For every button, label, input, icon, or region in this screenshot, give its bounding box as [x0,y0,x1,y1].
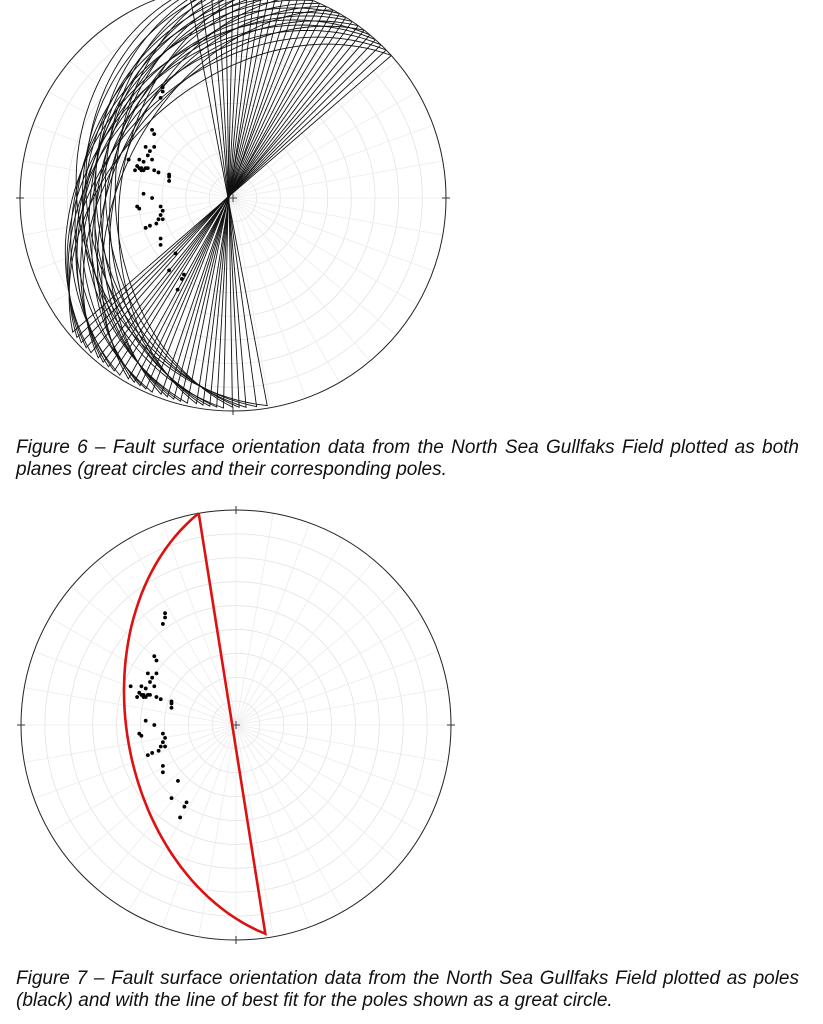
pole-point [146,166,150,170]
pole-point [178,816,182,820]
pole-point [148,224,152,228]
figure-7-caption: Figure 7 – Fault surface orientation data from the North Sea Gullfaks Field plotted as poles (black) and with the line of best fit for the poles shown as a great circle. [16,968,799,1011]
pole-point [155,672,159,676]
pole-point [185,801,189,805]
pole-point [150,751,154,755]
pole-point [180,277,184,281]
pole-point [127,158,131,162]
pole-point [161,85,165,89]
pole-point [154,222,158,226]
pole-point [144,226,148,230]
pole-point [183,805,187,809]
pole-point [152,132,156,136]
pole-point [163,745,167,749]
pole-point [144,719,148,723]
pole-point [161,209,165,213]
pole-point [167,269,171,273]
pole-point [146,753,150,757]
figure-6-caption: Figure 6 – Fault surface orientation data from the North Sea Gullfaks Field plotted as both planes (great circles and their corresponding poles. [16,437,799,480]
pole-point [150,196,154,200]
pole-point [157,171,161,175]
pole-point [140,684,144,688]
pole-point [170,796,174,800]
pole-point [155,695,159,699]
stereonet-figure-6 [0,0,460,420]
pole-point [140,168,144,172]
pole-point [161,90,165,94]
pole-point [163,736,167,740]
pole-point [161,622,165,626]
pole-point [161,732,165,736]
pole-point [135,164,139,168]
pole-point [146,672,150,676]
pole-point [150,158,154,162]
pole-point [137,691,141,695]
pole-point [135,205,139,209]
pole-point [167,179,171,183]
pole-point [129,684,133,688]
pole-point [170,706,174,710]
pole-point [148,149,152,153]
pole-point [163,616,167,620]
pole-point [155,659,159,663]
pole-point [159,243,163,247]
pole-point [152,723,156,727]
pole-point [150,676,154,680]
pole-point [142,192,146,196]
pole-point [161,740,165,744]
pole-point [161,217,165,221]
pole-point [152,684,156,688]
pole-point [152,168,156,172]
pole-point [142,160,146,164]
pole-point [152,654,156,658]
pole-point [159,745,163,749]
pole-point [170,702,174,706]
pole-point [167,175,171,179]
pole-point [159,697,163,701]
pole-point [182,273,186,277]
pole-point [157,749,161,753]
pole-point [148,693,152,697]
pole-point [159,96,163,100]
pole-point [159,205,163,209]
pole-point [176,288,180,292]
pole-point [146,154,150,158]
pole-point [142,695,146,699]
pole-point [135,695,139,699]
pole-point [148,680,152,684]
pole-point [176,779,180,783]
pole-point [159,237,163,241]
pole-point [163,611,167,615]
pole-point [133,168,137,172]
stereonet-figure-7 [0,498,470,950]
pole-point [150,128,154,132]
pole-point [152,145,156,149]
pole-point [159,213,163,217]
pole-point [174,251,178,255]
pole-point [144,687,148,691]
pole-point [157,217,161,221]
pole-point [137,732,141,736]
pole-point [137,158,141,162]
pole-point [161,770,165,774]
pole-point [161,764,165,768]
pole-point [144,145,148,149]
